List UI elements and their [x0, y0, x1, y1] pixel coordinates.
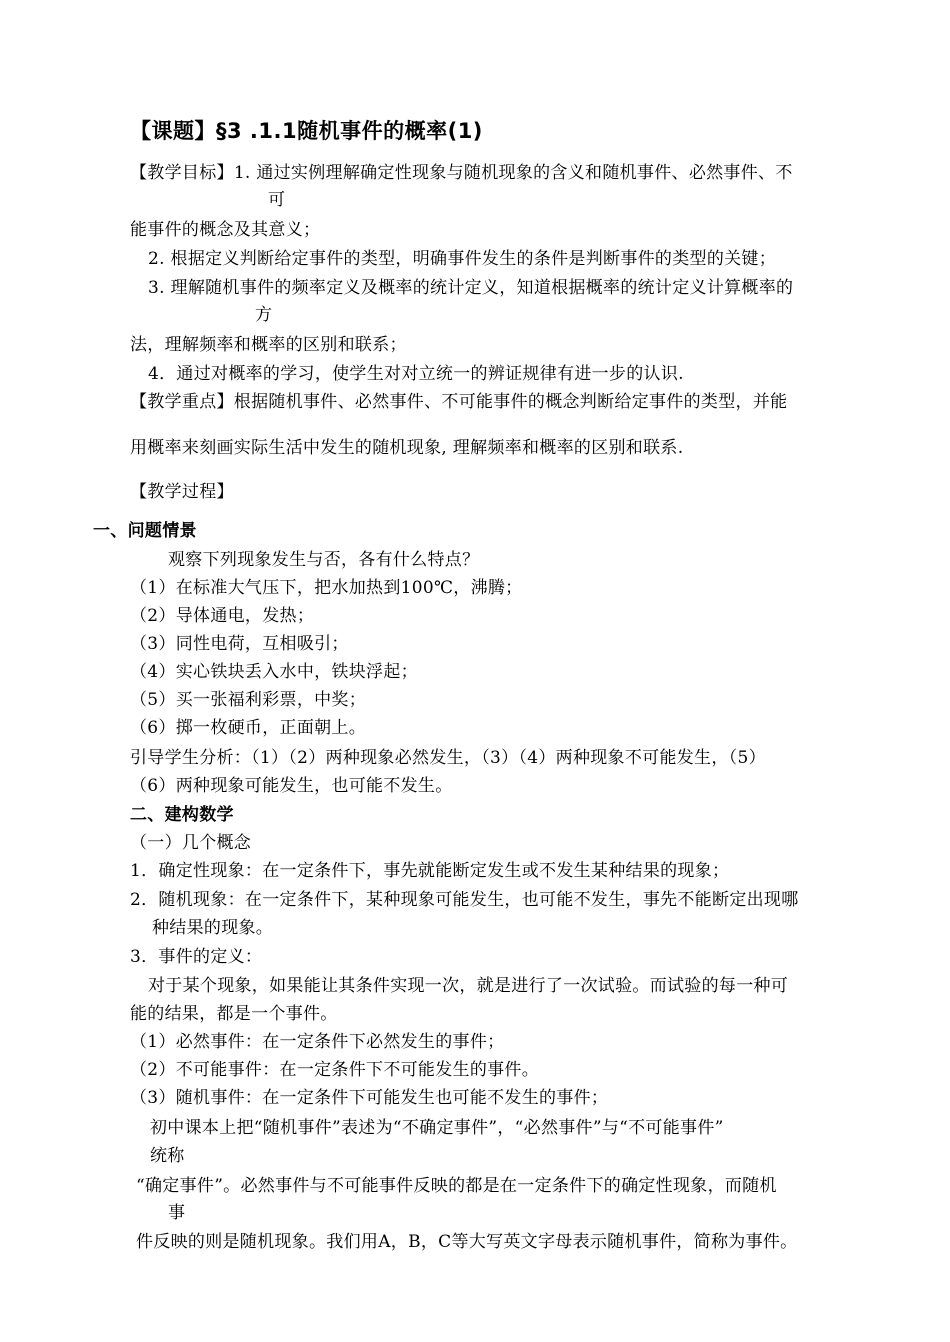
- objectives-label: 【教学目标】: [130, 163, 234, 183]
- phenomenon-item: （4）实心铁块丢入水中，铁块浮起；: [130, 662, 418, 682]
- phenomenon-item: （1）在标准大气压下，把水加热到100℃，沸腾；: [130, 578, 523, 598]
- definition-2: 2．随机现象：在一定条件下，某种现象可能发生，也可能不发生，事先不能断定出现哪: [130, 890, 799, 910]
- phenomenon-item: （2）导体通电，发热；: [130, 606, 315, 626]
- subsection-heading: （一）几个概念: [130, 833, 252, 853]
- definition-3: 3．事件的定义：: [130, 947, 263, 967]
- process-label: 【教学过程】: [130, 482, 234, 502]
- event-type: （3）随机事件：在一定条件下可能发生也可能不发生的事件；: [130, 1088, 609, 1108]
- definition-1: 1．确定性现象：在一定条件下，事先就能断定发生或不发生某种结果的现象；: [130, 861, 730, 881]
- objectives-line-1: [130, 162, 793, 184]
- guide-line-2: （6）两种现象可能发生，也可能不发生。: [130, 776, 453, 796]
- note-line-2-wrap: 事: [168, 1203, 186, 1223]
- objective-3: 3. 理解随机事件的频率定义及概率的统计定义，知道根据概率的统计定义计算概率的: [148, 278, 794, 298]
- phenomenon-item: （5）买一张福利彩票，中奖；: [130, 690, 367, 710]
- explanation-line-2: 能的结果，都是一个事件。: [130, 1004, 338, 1024]
- keypoints-line-2: 用概率来刻画实际生活中发生的随机现象, 理解频率和概率的区别和联系.: [130, 438, 684, 458]
- event-type: （1）必然事件：在一定条件下必然发生的事件；: [130, 1032, 505, 1052]
- keypoints-line-1: 【教学重点】根据随机事件、必然事件、不可能事件的概念判断给定事件的类型，并能: [130, 392, 788, 412]
- guide-line-1: 引导学生分析：（1）（2）两种现象必然发生，（3）（4）两种现象不可能发生，（5）: [130, 748, 766, 768]
- objective-3-wrap: 方: [255, 305, 273, 325]
- definition-2-continued: 种结果的现象。: [152, 918, 274, 938]
- explanation-line-1: 对于某个现象，如果能让其条件实现一次，就是进行了一次试验。而试验的每一种可: [148, 976, 789, 996]
- note-line-1-wrap: 统称: [150, 1146, 185, 1166]
- section-1-intro: 观察下列现象发生与否，各有什么特点？: [168, 550, 480, 570]
- section-2-heading: 二、建构数学: [130, 805, 234, 825]
- section-1-heading: 一、问题情景: [93, 521, 197, 541]
- objective-3-continued: 法，理解频率和概率的区别和联系；: [130, 335, 407, 355]
- objective-1-wrap: 可: [268, 190, 286, 210]
- phenomenon-item: （6）掷一枚硬币，正面朝上。: [130, 718, 367, 738]
- note-line-2: “确定事件”。必然事件与不可能事件反映的都是在一定条件下的确定性现象，而随机: [136, 1176, 777, 1196]
- objective-1-continued: 能事件的概念及其意义；: [130, 220, 321, 240]
- objective-4: 4．通过对概率的学习，使学生对对立统一的辨证规律有进一步的认识.: [148, 364, 684, 384]
- page-title: 【课题】§3 .1.1随机事件的概率(1): [130, 119, 483, 143]
- event-type: （2）不可能事件：在一定条件下不可能发生的事件。: [130, 1060, 540, 1080]
- note-line-3: 件反映的则是随机现象。我们用A，B，C等大写英文字母表示随机事件，简称为事件。: [136, 1232, 798, 1252]
- phenomenon-item: （3）同性电荷，互相吸引；: [130, 634, 349, 654]
- note-line-1: 初中课本上把“随机事件”表述为“不确定事件”，“必然事件”与“不可能事件”: [150, 1118, 724, 1138]
- objective-2: 2. 根据定义判断给定事件的类型，明确事件发生的条件是判断事件的类型的关键；: [148, 249, 777, 269]
- objective-1-text: 1. 通过实例理解确定性现象与随机现象的含义和随机事件、必然事件、不: [233, 163, 793, 183]
